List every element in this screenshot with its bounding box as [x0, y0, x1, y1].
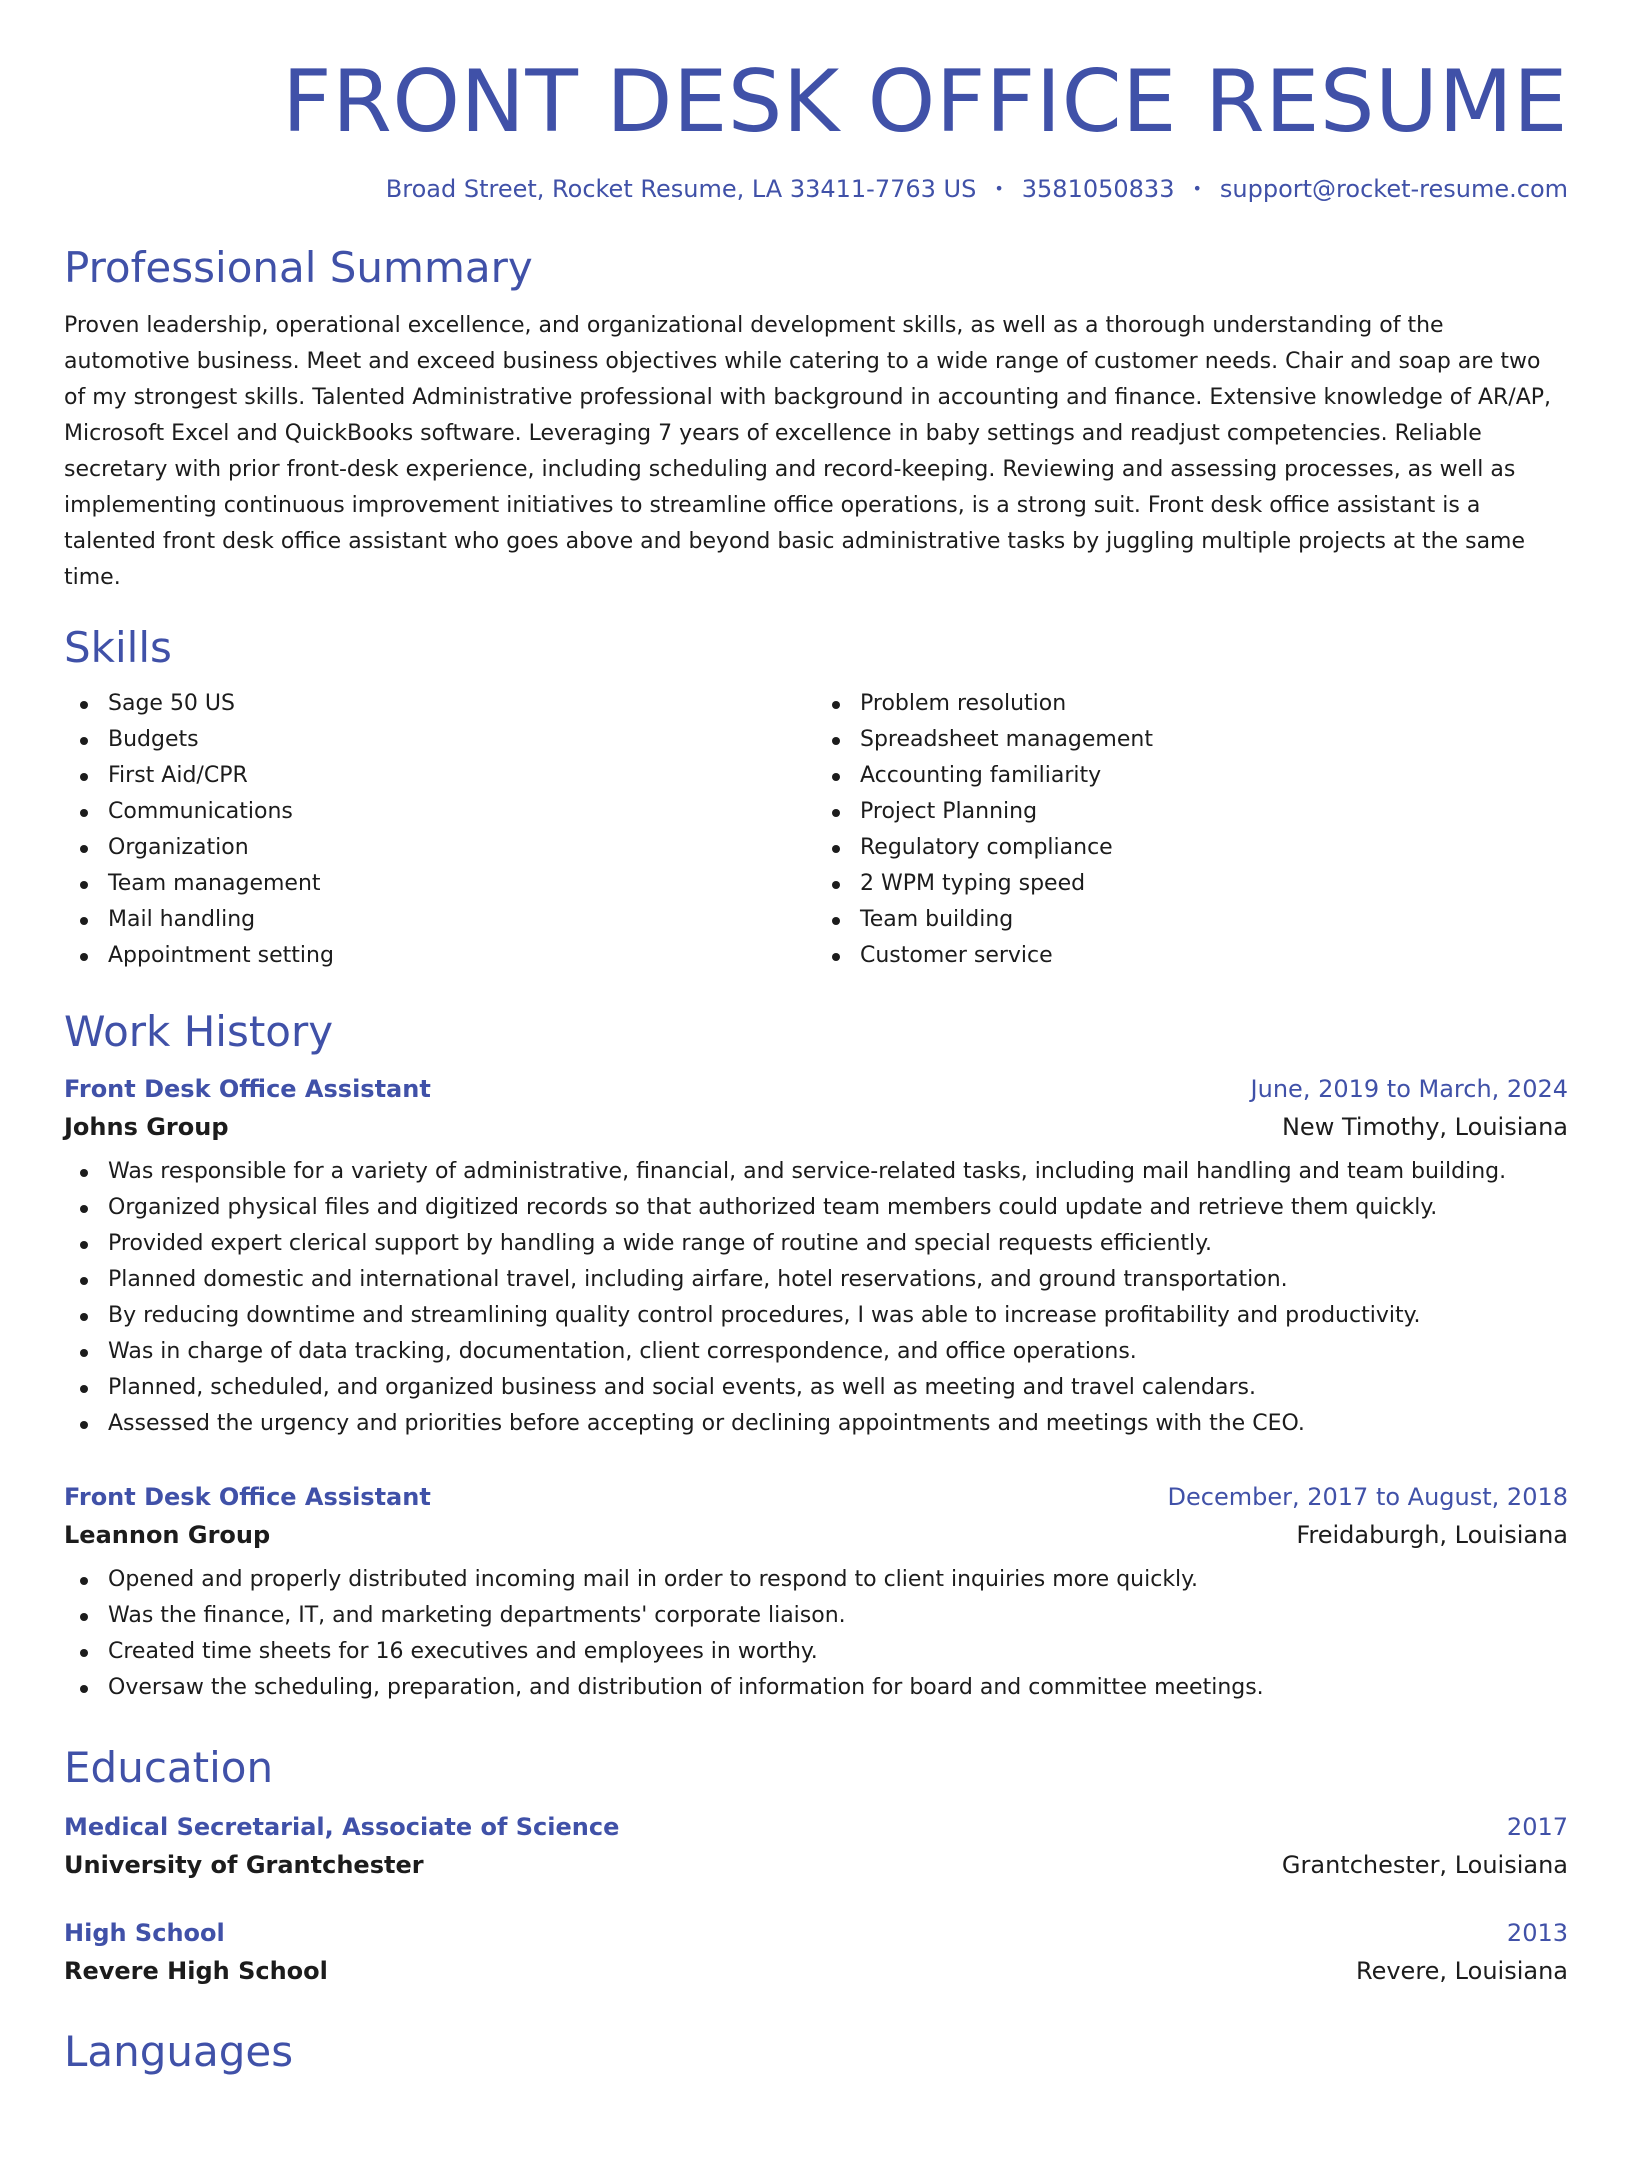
education-entry — [64, 1914, 1568, 1990]
contact-line — [64, 172, 1568, 206]
job-bullet: Organized physical files and digitized records so that authorized team members could update and retrieve them quickly. — [64, 1190, 1568, 1226]
education-degree: High School — [64, 1919, 225, 1947]
education-location: Revere, Louisiana — [1355, 1957, 1568, 1985]
job-bullets — [64, 1154, 1568, 1442]
job-position: Front Desk Office Assistant — [64, 1483, 431, 1511]
job-bullet: Planned domestic and international travel, including airfare, hotel reservations, and ground transportation. — [64, 1262, 1568, 1298]
job-bullet: Was responsible for a variety of administrative, financial, and service-related tasks, including mail handling and team building. — [64, 1154, 1568, 1190]
job-dates: June, 2019 to March, 2024 — [1250, 1075, 1568, 1103]
skill-item: Accounting familiarity — [816, 758, 1568, 794]
job-subheader — [64, 1516, 1568, 1554]
email-link[interactable]: support@rocket-resume.com — [1219, 175, 1568, 203]
summary-heading: Professional Summary — [64, 243, 533, 292]
education-header — [64, 1914, 1568, 1952]
job-position: Front Desk Office Assistant — [64, 1075, 431, 1103]
job-bullet: Planned, scheduled, and organized business and social events, as well as meeting and travel calendars. — [64, 1370, 1568, 1406]
skills-heading: Skills — [64, 623, 172, 672]
job-company: Leannon Group — [64, 1521, 271, 1549]
education-header — [64, 1808, 1568, 1846]
job-bullet: Opened and properly distributed incoming mail in order to respond to client inquiries more quickly. — [64, 1562, 1568, 1598]
skill-item: Project Planning — [816, 794, 1568, 830]
resume-title: FRONT DESK OFFICE RESUME — [282, 52, 1568, 152]
job-bullet: Created time sheets for 16 executives and employees in worthy. — [64, 1634, 1568, 1670]
skill-item: Customer service — [816, 938, 1568, 974]
skill-item: Spreadsheet management — [816, 722, 1568, 758]
skill-item: Problem resolution — [816, 686, 1568, 722]
job-bullet: Was the finance, IT, and marketing departments' corporate liaison. — [64, 1598, 1568, 1634]
separator-dot: • — [994, 179, 1004, 198]
skill-item: Appointment setting — [64, 938, 816, 974]
education-year: 2017 — [1506, 1813, 1568, 1841]
skill-item: Budgets — [64, 722, 816, 758]
job-header — [64, 1478, 1568, 1516]
education-location: Grantchester, Louisiana — [1281, 1851, 1568, 1879]
job-subheader — [64, 1108, 1568, 1146]
job-bullet: By reducing downtime and streamlining quality control procedures, I was able to increase profitability and productivity. — [64, 1298, 1568, 1334]
education-school: Revere High School — [64, 1957, 328, 1985]
job-company: Johns Group — [64, 1113, 229, 1141]
education-entry — [64, 1808, 1568, 1884]
job-location: Freidaburgh, Louisiana — [1296, 1521, 1568, 1549]
skills-left-column — [64, 686, 816, 974]
summary-text: Proven leadership, operational excellence, and organizational development skills, as well as a thorough understanding of the automotive business. Meet and exceed business objectives while catering to a wide range of customer needs. Chair and soap are two of my strongest skills. Talented Administrative professional with background in accounting and finance. Extensive knowledge of AR/AP, Microsoft Excel and QuickBooks software. Leveraging 7 years of excellence in baby settings and readjust competencies. Reliable secretary with prior front-desk experience, including scheduling and record-keeping. Reviewing and assessing processes, as well as implementing continuous improvement initiatives to streamline office operations, is a strong suit. Front desk office assistant is a talented front desk office assistant who goes above and beyond basic administrative tasks by juggling multiple projects at the same time. — [64, 313, 1552, 590]
job-location: New Timothy, Louisiana — [1281, 1113, 1568, 1141]
skill-item: Team management — [64, 866, 816, 902]
resume-page — [0, 52, 1632, 2164]
skill-item: Mail handling — [64, 902, 816, 938]
education-subheader — [64, 1952, 1568, 1990]
education-subheader — [64, 1846, 1568, 1884]
skill-item: Communications — [64, 794, 816, 830]
job-bullet: Oversaw the scheduling, preparation, and distribution of information for board and committee meetings. — [64, 1670, 1568, 1706]
job-entry — [64, 1070, 1568, 1442]
separator-dot: • — [1192, 179, 1202, 198]
skills-grid — [64, 686, 1568, 974]
skills-right-column — [816, 686, 1568, 974]
languages-heading: Languages — [64, 2027, 294, 2076]
education-degree: Medical Secretarial, Associate of Science — [64, 1813, 620, 1841]
skill-item: 2 WPM typing speed — [816, 866, 1568, 902]
job-entry — [64, 1478, 1568, 1706]
job-header — [64, 1070, 1568, 1108]
education-school: University of Grantchester — [64, 1851, 424, 1879]
job-bullet: Was in charge of data tracking, documentation, client correspondence, and office operations. — [64, 1334, 1568, 1370]
work-history-heading: Work History — [64, 1007, 334, 1056]
skill-item: First Aid/CPR — [64, 758, 816, 794]
skill-item: Organization — [64, 830, 816, 866]
address: Broad Street, Rocket Resume, LA 33411-7763 US — [385, 175, 977, 203]
phone: 3581050833 — [1021, 175, 1175, 203]
skill-item: Sage 50 US — [64, 686, 816, 722]
skill-item: Regulatory compliance — [816, 830, 1568, 866]
education-heading: Education — [64, 1743, 274, 1792]
education-year: 2013 — [1506, 1919, 1568, 1947]
job-bullet: Provided expert clerical support by handling a wide range of routine and special requests efficiently. — [64, 1226, 1568, 1262]
job-bullets — [64, 1562, 1568, 1706]
job-dates: December, 2017 to August, 2018 — [1167, 1483, 1568, 1511]
skill-item: Team building — [816, 902, 1568, 938]
job-bullet: Assessed the urgency and priorities before accepting or declining appointments and meetings with the CEO. — [64, 1406, 1568, 1442]
